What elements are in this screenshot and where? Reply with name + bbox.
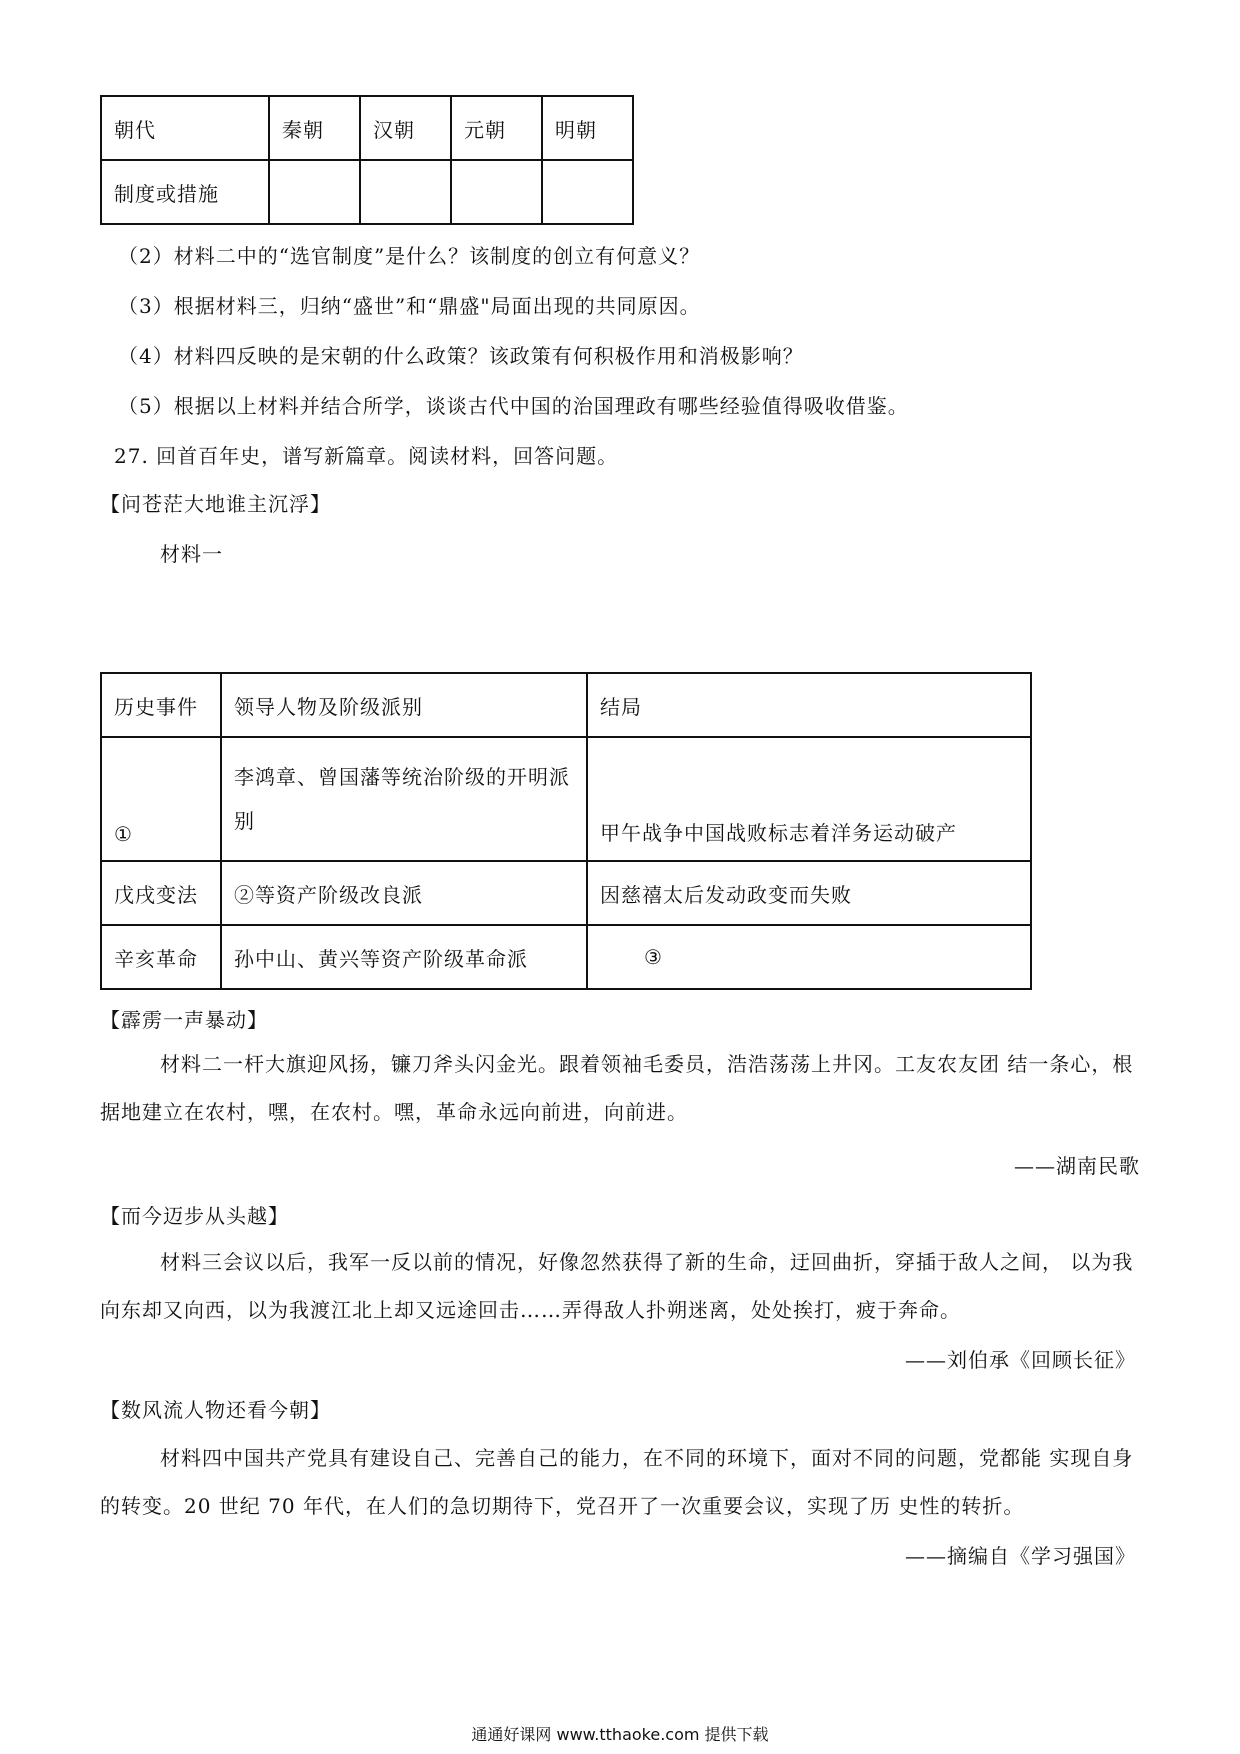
material-label: 材料一 bbox=[160, 542, 223, 566]
table-cell: 孙中山、黄兴等资产阶级革命派 bbox=[221, 925, 587, 989]
table-cell: 领导人物及阶级派别 bbox=[221, 673, 587, 737]
table-cell: 历史事件 bbox=[101, 673, 221, 737]
table-cell: 辛亥革命 bbox=[101, 925, 221, 989]
question-5: （5）根据以上材料并结合所学，谈谈古代中国的治国理政有哪些经验值得吸收借鉴。 bbox=[118, 394, 909, 418]
table-cell: 甲午战争中国战败标志着洋务运动破产 bbox=[587, 737, 1031, 861]
table-cell: 朝代 bbox=[101, 96, 269, 160]
page-footer: 通通好课网 www.tthaoke.com 提供下载 bbox=[471, 1725, 769, 1744]
table-cell: ① bbox=[101, 737, 221, 861]
section-heading: 【而今迈步从头越】 bbox=[100, 1204, 289, 1228]
table-row bbox=[101, 673, 1031, 737]
table-row bbox=[101, 861, 1031, 925]
table-cell: 因慈禧太后发动政变而失败 bbox=[587, 861, 1031, 925]
table-cell bbox=[451, 160, 542, 224]
section-heading: 【数风流人物还看今朝】 bbox=[100, 1398, 331, 1422]
section-heading: 【问苍茫大地谁主沉浮】 bbox=[100, 492, 331, 516]
table-cell: 明朝 bbox=[542, 96, 633, 160]
material-paragraph: 材料四中国共产党具有建设自己、完善自己的能力，在不同的环境下，面对不同的问题，党都能 实现自身的转变。20 世纪 70 年代，在人们的急切期待下，党召开了一次重要会议，实现了历 史性的转折。 bbox=[100, 1446, 1134, 1518]
question-2: （2）材料二中的“选官制度”是什么？该制度的创立有何意义？ bbox=[118, 244, 701, 268]
table-cell: 秦朝 bbox=[269, 96, 360, 160]
table-row bbox=[101, 925, 1031, 989]
question-3: （3）根据材料三，归纳“盛世”和“鼎盛"局面出现的共同原因。 bbox=[118, 294, 701, 318]
table-row bbox=[101, 160, 633, 224]
table-cell: 元朝 bbox=[451, 96, 542, 160]
table-cell: ②等资产阶级改良派 bbox=[221, 861, 587, 925]
table-cell: 结局 bbox=[587, 673, 1031, 737]
history-events-table bbox=[100, 672, 1032, 990]
material-paragraph: 材料三会议以后，我军一反以前的情况，好像忽然获得了新的生命，迂回曲折，穿插于敌人之间， 以为我向东却又向西，以为我渡江北上却又远途回击……弄得敌人扑朔迷离，处处挨打，疲于奔命。 bbox=[100, 1250, 1134, 1322]
table-cell bbox=[360, 160, 451, 224]
table-row bbox=[101, 96, 633, 160]
section-heading: 【霹雳一声暴动】 bbox=[100, 1008, 268, 1032]
table-cell: 李鸿章、曾国藩等统治阶级的开明派别 bbox=[221, 737, 587, 861]
dynasty-table bbox=[100, 95, 634, 225]
source-attribution: ——刘伯承《回顾长征》 bbox=[905, 1348, 1136, 1372]
table-cell bbox=[269, 160, 360, 224]
question-27: 27. 回首百年史，谱写新篇章。阅读材料，回答问题。 bbox=[114, 444, 619, 468]
table-row bbox=[101, 737, 1031, 861]
source-attribution: ——湖南民歌 bbox=[1014, 1154, 1140, 1178]
table-cell: 汉朝 bbox=[360, 96, 451, 160]
material-paragraph: 材料二一杆大旗迎风扬，镰刀斧头闪金光。跟着领袖毛委员，浩浩荡荡上井冈。工友农友团 结一条心，根据地建立在农村，嘿，在农村。嘿，革命永远向前进，向前进。 bbox=[100, 1052, 1134, 1124]
question-4: （4）材料四反映的是宋朝的什么政策？该政策有何积极作用和消极影响？ bbox=[118, 344, 804, 368]
table-cell bbox=[542, 160, 633, 224]
table-cell: 戊戌变法 bbox=[101, 861, 221, 925]
table-cell: ③ bbox=[587, 925, 1031, 989]
source-attribution: ——摘编自《学习强国》 bbox=[905, 1544, 1136, 1568]
table-cell: 制度或措施 bbox=[101, 160, 269, 224]
